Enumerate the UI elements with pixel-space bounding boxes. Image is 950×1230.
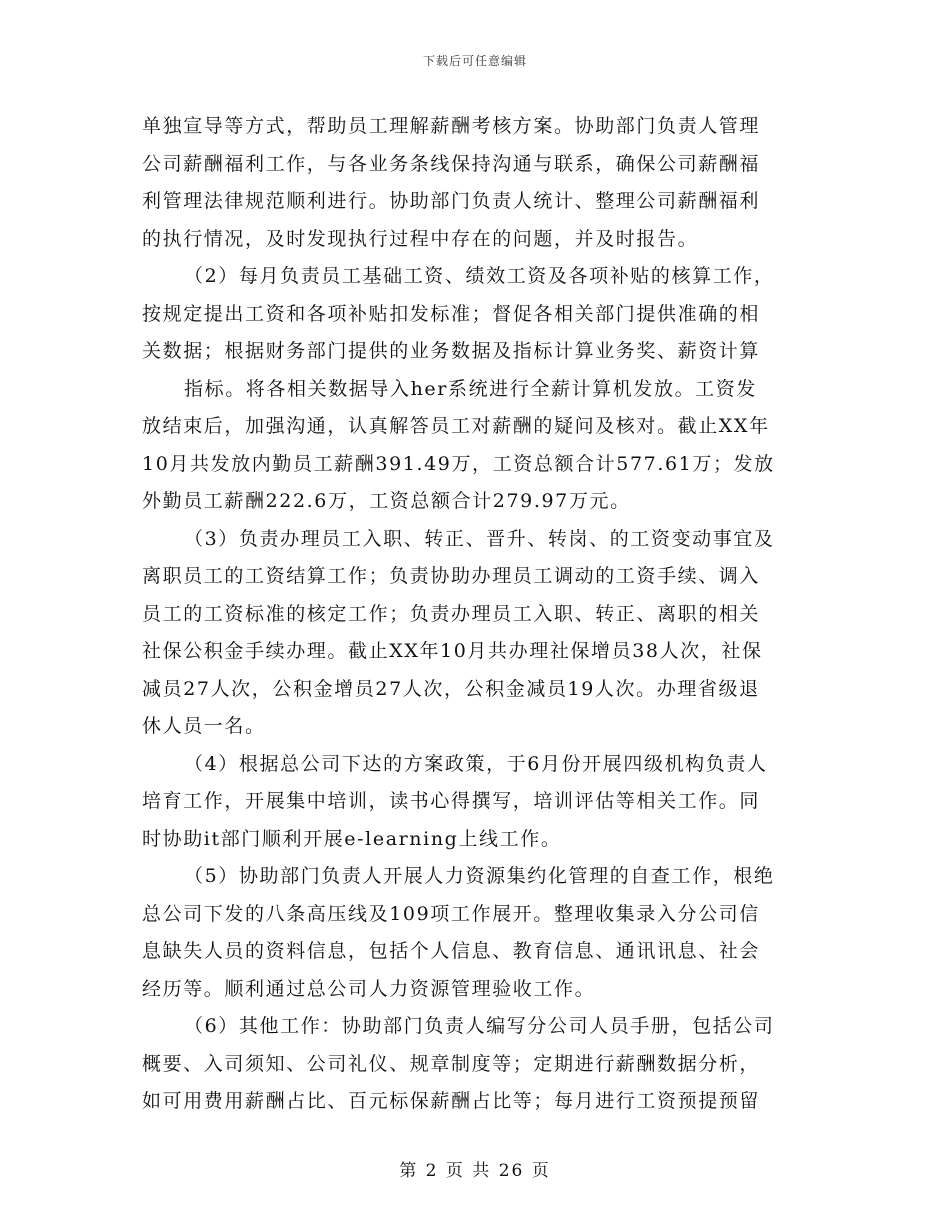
text-line: 离职员工的工资结算工作；负责协助办理员工调动的工资手续、调入 [142,565,761,587]
text-line: （4）根据总公司下达的方案政策，于6月份开展四级机构负责人 [184,752,768,775]
text-line: 减员27人次，公积金增员27人次，公积金减员19人次。办理省级退 [142,677,760,700]
text-line: （6）其他工作：协助部门负责人编写分公司人员手册，包括公司 [184,1015,775,1037]
text-line: 公司薪酬福利工作，与各业务条线保持沟通与联系，确保公司薪酬福 [142,152,761,175]
text-line: 按规定提出工资和各项补贴扣发标准；督促各相关部门提供准确的相 [142,302,761,325]
body-text [142,108,806,1121]
page-header: 下载后可任意编辑 [422,54,527,68]
text-line: 关数据；根据财务部门提供的业务数据及指标计算业务奖、薪资计算 [142,340,761,362]
text-line: 单独宣导等方式，帮助员工理解薪酬考核方案。协助部门负责人管理 [142,115,761,137]
text-line: 概要、入司须知、公司礼仪、规章制度等；定期进行薪酬数据分析， [142,1052,761,1075]
text-line: （5）协助部门负责人开展人力资源集约化管理的自查工作，根绝 [184,865,775,887]
text-line: 利管理法律规范顺利进行。协助部门负责人统计、整理公司薪酬福利 [142,190,761,212]
text-line: 员工的工资标准的核定工作；负责办理员工入职、转正、离职的相关 [142,602,761,625]
text-line: 的执行情况，及时发现执行过程中存在的问题，并及时报告。 [142,227,699,250]
text-line: 息缺失人员的资料信息，包括个人信息、教育信息、通讯讯息、社会 [142,940,761,962]
text-line: 外勤员工薪酬222.6万，工资总额合计279.97万元。 [142,490,631,512]
text-line: （3）负责办理员工入职、转正、晋升、转岗、的工资变动事宜及 [184,527,775,550]
document-body [142,108,806,1121]
text-line: 休人员一名。 [142,715,266,737]
text-line: 放结束后，加强沟通，认真解答员工对薪酬的疑问及核对。截止XX年 [142,415,770,437]
text-line: （2）每月负责员工基础工资、绩效工资及各项补贴的核算工作， [184,265,775,287]
text-line: 培育工作，开展集中培训，读书心得撰写，培训评估等相关工作。同 [142,790,761,812]
text-line: 指标。将各相关数据导入her系统进行全薪计算机发放。工资发 [184,377,757,400]
text-line: 社保公积金手续办理。截止XX年10月共办理社保增员38人次，社保 [142,640,763,662]
text-line: 如可用费用薪酬占比、百元标保薪酬占比等；每月进行工资预提预留 [142,1090,761,1112]
text-line: 总公司下发的八条高压线及109项工作展开。整理收集录入分公司信 [142,902,760,925]
text-line: 时协助it部门顺利开展e-learning上线工作。 [142,827,562,850]
text-line: 经历等。顺利通过总公司人力资源管理验收工作。 [142,977,596,1000]
page-footer: 第 2 页 共 26 页 [399,1161,551,1181]
text-line: 10月共发放内勤员工薪酬391.49万，工资总额合计577.61万；发放 [142,452,775,475]
